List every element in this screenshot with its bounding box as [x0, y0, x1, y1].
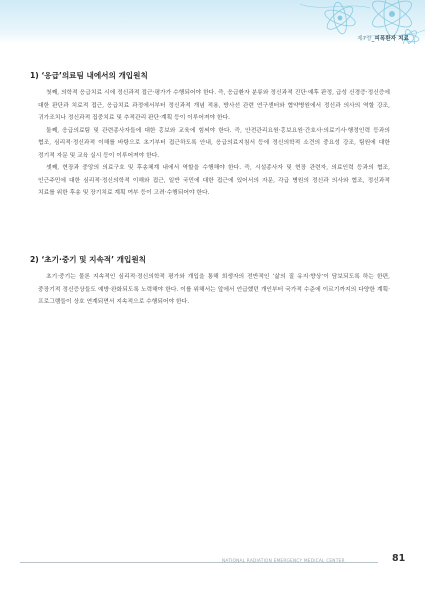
section-2-paragraph-1: 초기·중기는 물론 지속적인 심리적·정신의학적 평가와 개입을 통해 희생자의 전반적인 ‘삶의 질 유지·향상’이 담보되도록 하는 한편, 중장기적 정신증상들도 예방·완화되도록 노력해야 한다. 이를 위해서는 앞에서 언급했던 개인부터 국가적 수준에 이르기까지의 다양한 계획·프로그램들이 상호 연계되면서 지속적으로 수행되어야 한다.	[38, 274, 390, 305]
chapter-label	[357, 34, 409, 42]
page-number: 81	[392, 553, 406, 564]
header-band	[0, 0, 425, 44]
section-1-heading: 1) ‘응급’의료팀 내에서의 개입원칙	[30, 71, 148, 80]
section-1-paragraph-1: 첫째, 의학적 응급치료 시에 정신과적 접근·평가가 수행되어야 한다. 즉, 응급환자 분류와 정신과적 진단·예후 판정, 급성 신경증·정신증에 대한 판단과 치료적 접근, 응급치료 과정에서부터 정신과적 개념 적용, 방사선 관련 연구센터와 협약병원에서 정신과 의사의 역할 강조, 귀가조치나 정신과적 집중치료 및 추적관리 판단·계획 등이 이루어져야 한다.	[38, 90, 390, 121]
chapter-number: 제7장	[357, 36, 372, 42]
section-1	[30, 70, 390, 200]
section-1-paragraph-3: 셋째, 현장과 중앙의 의료구호 및 후송체계 내에서 역할을 수행해야 한다. 즉, 시설종사자 및 현장 관련자, 의료인력 등과의 협조, 인근주민에 대한 심리적·정신의학적 이해와 접근, 일반 국민에 대한 접근에 있어서의 자문, 각급 병원의 정신과 의사와 협조, 정신과적 치료를 위한 후송 및 장기치료 계획 여부 등이 고려·수행되어야 한다.	[38, 165, 390, 196]
section-1-paragraph-2: 둘째, 응급의료팀 및 관련종사자들에 대한 홍보와 교육에 힘써야 한다. 즉, 안전관리요원·홍보요원·간호사·의료기사·행정인력 등과의 협조, 심리적·정신과적 이해를 바탕으로 초기부터 접근하도록 안내, 응급의료지침서 등에 정신의학적 소견의 중요성 강조, 팀원에 대한 정기적 자문 및 교육 실시 등이 이루어져야 한다.	[38, 127, 390, 159]
chapter-topic: _피폭환자 치료	[371, 36, 409, 42]
footer-center-name: NATIONAL RADIATION EMERGENCY MEDICAL CENTER	[222, 559, 345, 564]
section-2	[30, 254, 390, 309]
section-2-heading: 2) ‘초기·중기 및 지속적’ 개입원칙	[30, 255, 147, 264]
